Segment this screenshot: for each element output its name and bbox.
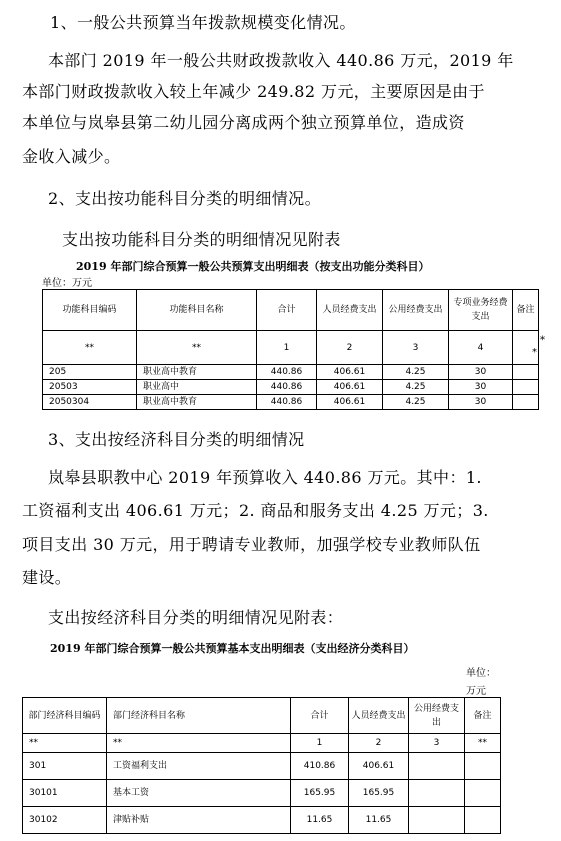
paragraph-line: 金收入减少。: [22, 147, 121, 166]
header-cell: 人员经费支出: [317, 290, 383, 331]
table-cell: 20503: [43, 380, 137, 395]
section3-heading: 3、支出按经济科目分类的明细情况: [48, 430, 305, 449]
table-cell: [513, 331, 539, 365]
table-cell: 3: [383, 331, 449, 365]
paragraph-line: 建设。: [22, 568, 72, 587]
table-cell: 406.61: [349, 753, 409, 780]
table-cell: [465, 780, 501, 807]
paragraph-line: 本单位与岚皋县第二幼儿园分离成两个独立预算单位，造成资: [22, 113, 465, 132]
table-cell: 11.65: [349, 807, 409, 834]
table-cell: 1: [291, 734, 349, 753]
table-cell: 职业高中: [137, 380, 257, 395]
table-cell: [409, 753, 465, 780]
table1-caption: 2019 年部门综合预算一般公共预算支出明细表（按支出功能分类科目）: [76, 260, 430, 273]
table-row: [43, 365, 539, 380]
table-cell: 410.86: [291, 753, 349, 780]
function-classification-table: [42, 289, 539, 410]
header-cell: 备注: [513, 290, 539, 331]
paragraph-line: 本部门 2019 年一般公共财政拨款收入 440.86 万元，2019 年: [48, 51, 514, 70]
table-cell: 30102: [23, 807, 107, 834]
header-cell: 专项业务经费支出: [449, 290, 513, 331]
section1-heading: 1、一般公共预算当年拨款规模变化情况。: [50, 13, 356, 32]
table-cell: [513, 365, 539, 380]
table-row: [43, 380, 539, 395]
table-cell: **: [23, 734, 107, 753]
header-cell: 合计: [291, 698, 349, 734]
paragraph-line: 工资福利支出 406.61 万元；2. 商品和服务支出 4.25 万元；3.: [22, 501, 489, 520]
table2-unit: 万元: [466, 686, 486, 697]
table-cell: 440.86: [257, 365, 317, 380]
header-cell: 部门经济科目名称: [107, 698, 291, 734]
table-cell: 职业高中教育: [137, 365, 257, 380]
index-row: [23, 734, 501, 753]
table-cell: 4.25: [383, 395, 449, 410]
table-cell: [513, 380, 539, 395]
header-cell: 合计: [257, 290, 317, 331]
table-cell: **: [43, 331, 137, 365]
table-cell: **: [465, 734, 501, 753]
table-cell: [513, 395, 539, 410]
table-row: [43, 395, 539, 410]
paragraph-line: 本部门财政拨款收入较上年减少 249.82 万元，主要原因是由于: [22, 82, 485, 101]
table2-caption: 2019 年部门综合预算一般公共预算基本支出明细表（支出经济分类科目）: [50, 642, 415, 655]
section2-subtitle: 支出按功能科目分类的明细情况见附表: [62, 230, 341, 249]
table-cell: 职业高中教育: [137, 395, 257, 410]
header-cell: 公用经费支出: [383, 290, 449, 331]
paragraph-line: 岚皋县职教中心 2019 年预算收入 440.86 万元。其中：1.: [48, 468, 482, 487]
header-cell: 备注: [465, 698, 501, 734]
table-cell: 1: [257, 331, 317, 365]
table-cell: **: [137, 331, 257, 365]
table-cell: 2: [317, 331, 383, 365]
table1-unit: 单位：万元: [42, 278, 92, 289]
table-cell: **: [107, 734, 291, 753]
table-cell: 165.95: [349, 780, 409, 807]
table-cell: [409, 807, 465, 834]
paragraph-line: 项目支出 30 万元，用于聘请专业教师，加强学校专业教师队伍: [22, 535, 481, 554]
table-cell: [465, 753, 501, 780]
table-cell: 4.25: [383, 365, 449, 380]
table-row: [23, 753, 501, 780]
table-cell: [409, 780, 465, 807]
table-cell: [465, 807, 501, 834]
table-cell: 30: [449, 365, 513, 380]
table-cell: 440.86: [257, 380, 317, 395]
table-cell: 406.61: [317, 395, 383, 410]
index-row: [43, 331, 539, 365]
header-cell: 功能科目编码: [43, 290, 137, 331]
table-cell: 205: [43, 365, 137, 380]
table-cell: 4.25: [383, 380, 449, 395]
economic-classification-table: [22, 697, 501, 834]
table-cell: 11.65: [291, 807, 349, 834]
table-cell: 3: [409, 734, 465, 753]
table-cell: 2: [349, 734, 409, 753]
table-cell: 30: [449, 380, 513, 395]
table-cell: 基本工资: [107, 780, 291, 807]
table-cell: 4: [449, 331, 513, 365]
header-cell: 部门经济科目编码: [23, 698, 107, 734]
table-cell: 406.61: [317, 380, 383, 395]
table-cell: 工资福利支出: [107, 753, 291, 780]
table-row: [23, 807, 501, 834]
table-row: [23, 780, 501, 807]
star-mark: *: [532, 347, 537, 358]
table-cell: 406.61: [317, 365, 383, 380]
table-cell: 165.95: [291, 780, 349, 807]
table-cell: 30: [449, 395, 513, 410]
table-cell: 30101: [23, 780, 107, 807]
header-cell: 人员经费支出: [349, 698, 409, 734]
header-cell: 功能科目名称: [137, 290, 257, 331]
header-cell: 公用经费支出: [409, 698, 465, 734]
table-cell: 津贴补贴: [107, 807, 291, 834]
section3-subtitle: 支出按经济科目分类的明细情况见附表：: [48, 608, 344, 627]
section2-heading: 2、支出按功能科目分类的明细情况。: [48, 189, 321, 208]
table-cell: 2050304: [43, 395, 137, 410]
star-mark: *: [540, 335, 545, 346]
table-cell: 440.86: [257, 395, 317, 410]
table2-unit: 单位：: [466, 668, 496, 679]
table-cell: 301: [23, 753, 107, 780]
